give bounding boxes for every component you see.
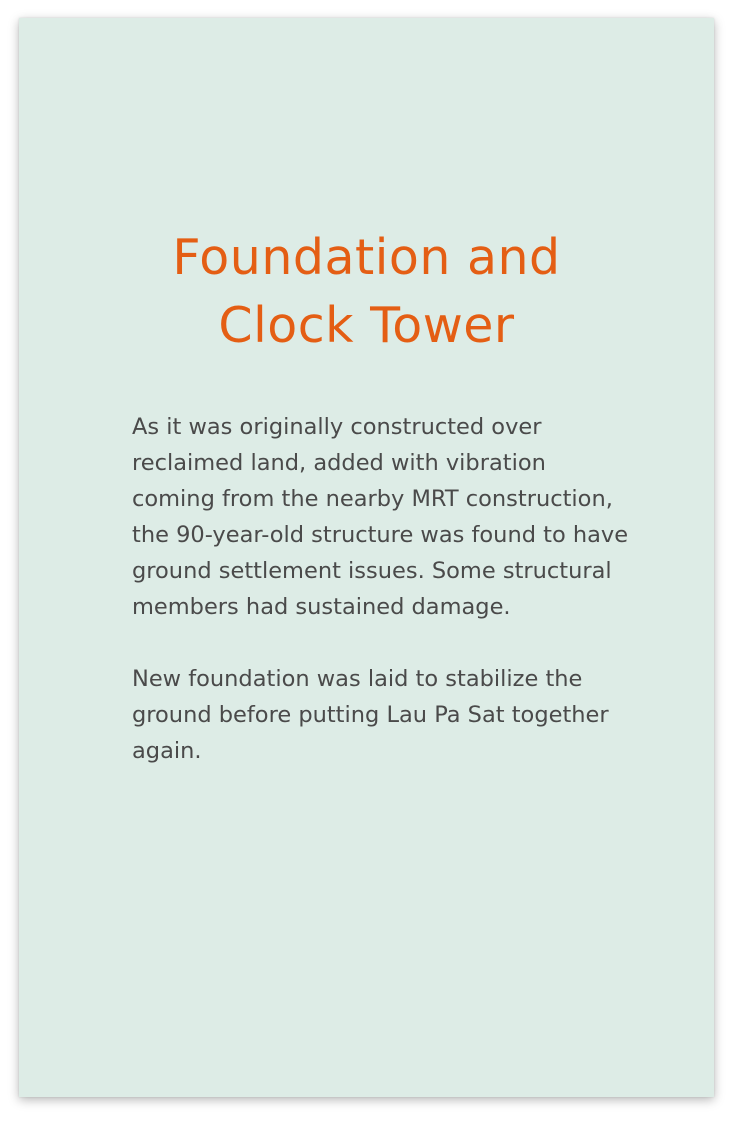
card-title — [19, 224, 714, 360]
card-title-line-2: Clock Tower — [218, 297, 515, 354]
card-title-line-1: Foundation and — [172, 229, 561, 286]
card-body — [132, 409, 632, 769]
info-card — [19, 18, 714, 1097]
card-paragraph-2: New foundation was laid to stabilize the ground before putting Lau Pa Sat together again. — [132, 666, 609, 764]
card-paragraph-1: As it was originally constructed over reclaimed land, added with vibration coming from the nearby MRT construction, the 90-year-old structure was found to have ground settlement issues. Some structural members had sustained damage. — [132, 414, 629, 620]
